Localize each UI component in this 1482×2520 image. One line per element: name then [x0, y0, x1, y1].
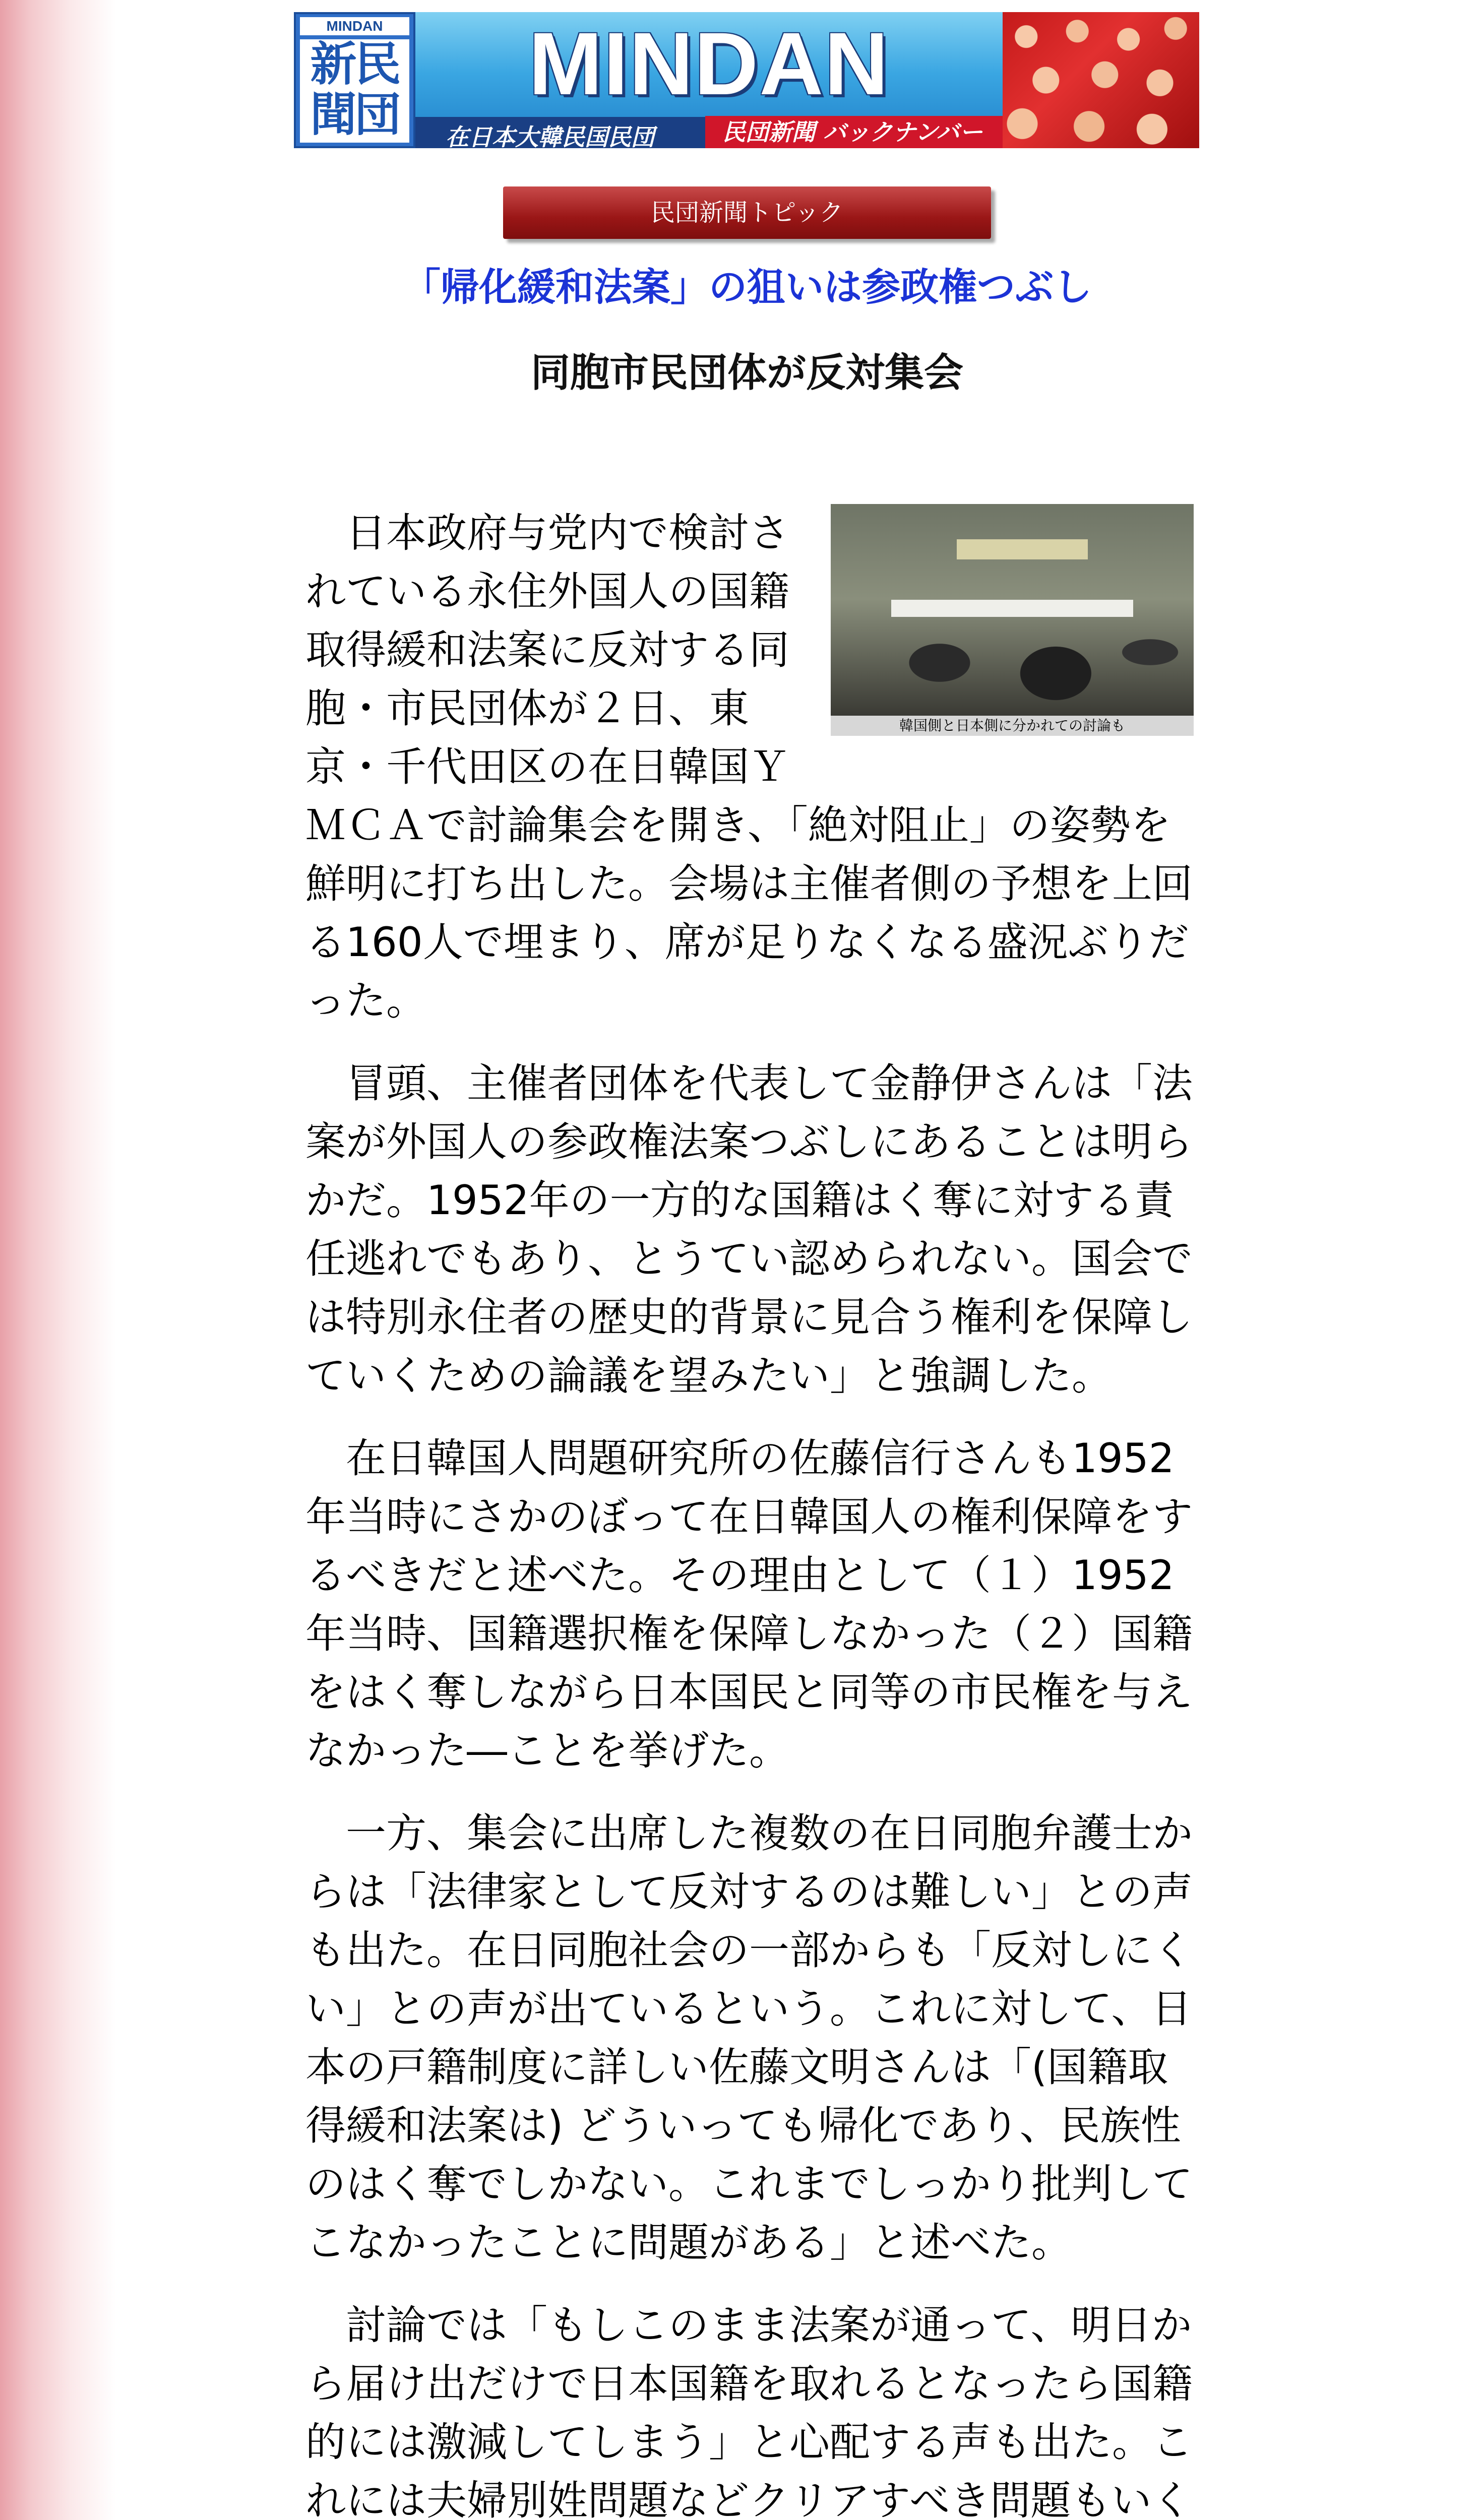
- article-photo: [831, 504, 1194, 736]
- banner-title-area: [415, 12, 1003, 151]
- logo-wordmark: MINDAN: [300, 17, 409, 35]
- article-body: [305, 504, 1194, 2520]
- meeting-photo: [831, 504, 1194, 716]
- mindan-banner[interactable]: [294, 12, 1199, 151]
- mindan-logo: [294, 12, 415, 148]
- photo-caption: 韓国側と日本側に分かれての討論も: [831, 716, 1194, 736]
- article-paragraph: 在日韓国人問題研究所の佐藤信行さんも1952年当時にさかのぼって在日韓国人の権利保障をするべきだと述べた。その理由として（１）1952年当時、国籍選択権を保障しなかった（２）国籍をはく奪しながら日本国民と同等の市民権を与えなかった―ことを挙げた。: [305, 1435, 1193, 1774]
- article-paragraph: 一方、集会に出席した複数の在日同胞弁護士からは「法律家として反対するのは難しい」との声も出た。在日同胞社会の一部からも「反対しにくい」との声が出ているという。これに対して、日本の戸籍制度に詳しい佐藤文明さんは「(国籍取得緩和法案は) どういっても帰化であり、民族性のはく奪でしかない。これまでしっかり批判してこなかったことに問題がある」と述べた。: [305, 1810, 1193, 2266]
- article-headline: 「帰化緩和法案」の狙いは参政権つぶし: [402, 265, 1092, 309]
- photo-table: [891, 600, 1133, 617]
- topic-button[interactable]: 民団新聞トピック: [503, 186, 991, 239]
- photo-stage-banner: [957, 539, 1088, 559]
- logo-kanji: 新民 聞団: [300, 39, 409, 143]
- banner-subtitle-org: 在日本大韓民国民団: [446, 123, 654, 151]
- article-paragraph: 討論では「もしこのまま法案が通って、明日から届け出だけで日本国籍を取れるとなったら国籍的には激減してしまう」と心配する声も出た。これには夫婦別姓問題などクリアすべき問題もいく: [305, 2302, 1193, 2520]
- banner-title: MINDAN: [528, 15, 890, 113]
- banner-photo: [1003, 12, 1199, 148]
- article-subhead: 同胞市民団体が反対集会: [530, 350, 963, 396]
- banner-subtitle-backnumber: 民団新聞 バックナンバー: [705, 116, 1003, 148]
- article-paragraph: 冒頭、主催者団体を代表して金静伊さんは「法案が外国人の参政権法案つぶしにあることは明らかだ。1952年の一方的な国籍はく奪に対する責任逃れでもあり、とうてい認められない。国会では特別永住者の歴史的背景に見合う権利を保障していくための論議を望みたい」と強調した。: [305, 1060, 1193, 1399]
- article-paragraph: 日本政府与党内で検討されている永住外国人の国籍取得緩和法案に反対する同胞・市民団体が２日、東京・千代田区の在日韓国ＹＭＣＡで討論集会を開き、「絶対阻止」の姿勢を鮮明に打ち出した。会場は主催者側の予想を上回る160人で埋まり、席が足りなくなる盛況ぶりだった。: [305, 510, 1193, 1024]
